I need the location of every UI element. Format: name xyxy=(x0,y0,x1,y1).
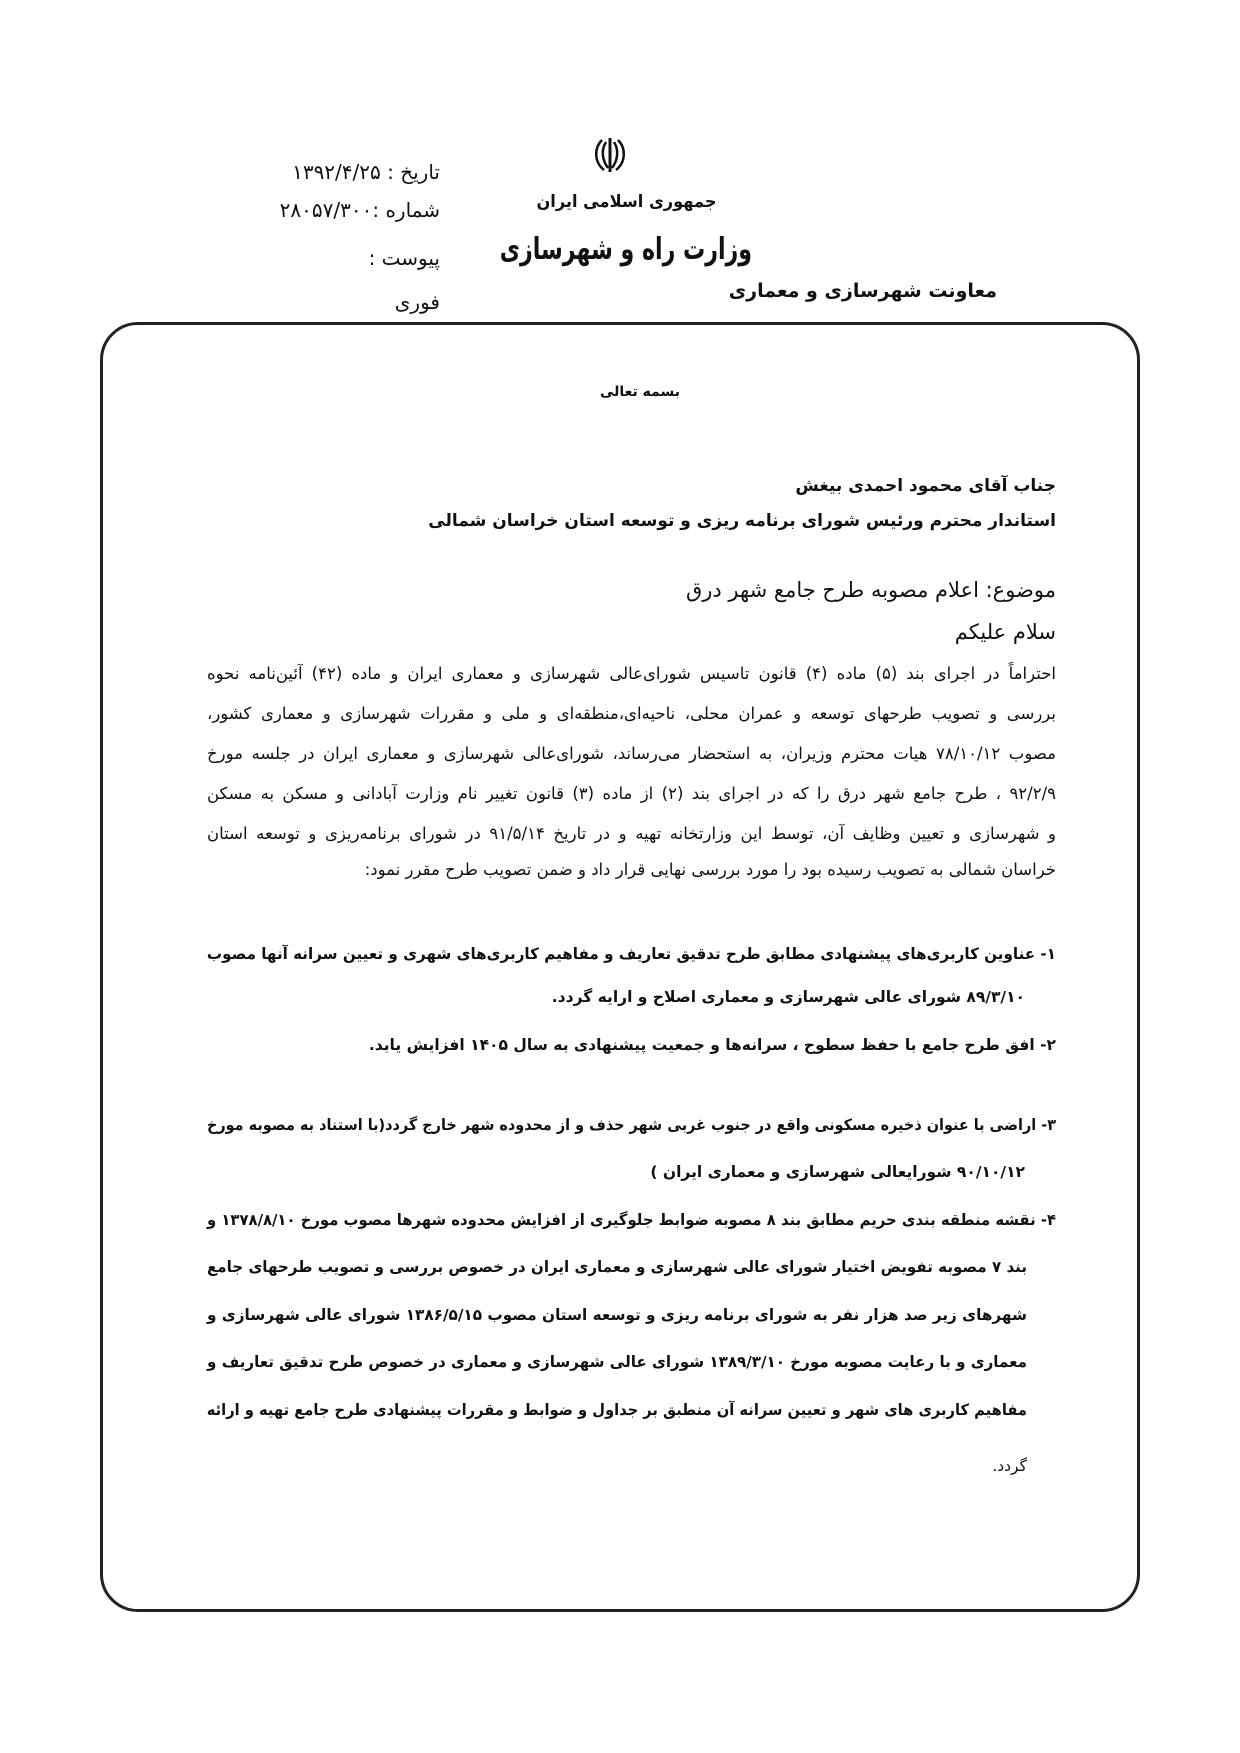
letter-number: شماره :۲۸۰۵۷/۳۰۰ xyxy=(279,198,440,222)
item-4-line: ۴- نقشه منطقه بندی حریم مطابق بند ۸ مصوبه ضوابط جلوگیری از افزایش محدوده شهرها مصوب مورخ ۱۳۷۸/۸/۱۰ و xyxy=(206,1211,1057,1229)
paragraph-line: و شهرسازی و تعیین وظایف آن، توسط این وزارتخانه تهیه و در تاریخ ۹۱/۵/۱۴ در شورای برنامه‌ریزی و توسعه استان xyxy=(207,824,1056,843)
subject: موضوع: اعلام مصوبه طرح جامع شهر درق xyxy=(685,578,1056,602)
item-1-line: ۱- عناوین کاربری‌های پیشنهادی مطابق طرح تدقیق تعاریف و مفاهیم کاربری‌های شهری و تعیین سرانه آنها مصوب xyxy=(206,945,1056,963)
letter-priority: فوری xyxy=(394,290,440,314)
paragraph-line: بررسی و تصویب طرحهای توسعه و عمران محلی، ناحیه‌ای،منطقه‌ای و ملی و مقررات شهرسازی و معماری کشور، xyxy=(207,704,1056,723)
item-1-line: ۸۹/۳/۱۰ شورای عالی شهرسازی و معماری اصلاح و ارایه گردد. xyxy=(551,988,1025,1006)
item-4-line: شهرهای زیر صد هزار نفر به شورای برنامه ریزی و توسعه استان مصوب ۱۳۸۶/۵/۱۵ شورای عالی شهرسازی و xyxy=(206,1306,1028,1324)
invocation: بسمه تعالی xyxy=(599,384,681,400)
addressee-title: استاندار محترم ورئیس شورای برنامه ریزی و توسعه استان خراسان شمالی xyxy=(428,511,1056,531)
item-3-line: ۳- اراضی با عنوان ذخیره مسکونی واقع در جنوب غربی شهر حذف و از محدوده شهر خارج گردد(با استناد به مصوبه مورخ xyxy=(206,1116,1056,1134)
item-4-line: گردد. xyxy=(992,1457,1027,1475)
paragraph-line: احتراماً در اجرای بند (۵) ماده (۴) قانون تاسیس شورای‌عالی شهرسازی و معماری ایران و ماده (۴۲) آئین‌نامه نحوه xyxy=(207,664,1056,683)
item-4-line: بند ۷ مصوبه تفویض اختیار شورای عالی شهرسازی و معماری ایران در خصوص بررسی و تصویب طرحهای جامع xyxy=(206,1258,1028,1276)
paragraph-line: خراسان شمالی به تصویب رسیده بود را مورد بررسی نهایی قرار داد و ضمن تصویب طرح مقرر نمود: xyxy=(364,860,1056,879)
addressee-name: جناب آقای محمود احمدی بیغش xyxy=(795,476,1056,496)
letter-attachment: پیوست : xyxy=(368,246,440,270)
item-4-line: مفاهیم کاربری های شهر و تعیین سرانه آن منطبق بر جداول و ضوابط و مقررات پیشنهادی طرح جامع تهیه و ارائه xyxy=(206,1401,1027,1419)
iran-emblem-icon xyxy=(592,136,628,174)
greeting: سلام علیکم xyxy=(954,620,1056,644)
paragraph-line: ۹۲/۲/۹ ، طرح جامع شهر درق را که در اجرای بند (۲) از ماده (۳) قانون تغییر نام وزارت آبادانی و مسکن به مسکن xyxy=(207,784,1057,803)
paragraph-line: مصوب ۷۸/۱۰/۱۲ هیات محترم وزیران، به استحضار می‌رساند، شورای‌عالی شهرسازی و معماری ایران در جلسه مورخ xyxy=(207,744,1056,763)
letterhead-country: جمهوری اسلامی ایران xyxy=(535,192,717,212)
item-4-line: معماری و با رعایت مصوبه مورخ ۱۳۸۹/۳/۱۰ شورای عالی شهرسازی و معماری در خصوص طرح تدقیق تعاریف و xyxy=(207,1353,1027,1371)
letterhead-deputy: معاونت شهرسازی و معماری xyxy=(728,280,997,302)
letterhead-ministry: وزارت راه و شهرسازی xyxy=(499,232,752,267)
item-2-line: ۲- افق طرح جامع با حفظ سطوح ، سرانه‌ها و جمعیت پیشنهادی به سال ۱۴۰۵ افزایش یابد. xyxy=(368,1036,1056,1054)
letter-date: تاریخ : ۱۳۹۲/۴/۲۵ xyxy=(292,160,440,184)
item-3-line: ۹۰/۱۰/۱۲ شورایعالی شهرسازی و معماری ایران ) xyxy=(650,1163,1025,1181)
